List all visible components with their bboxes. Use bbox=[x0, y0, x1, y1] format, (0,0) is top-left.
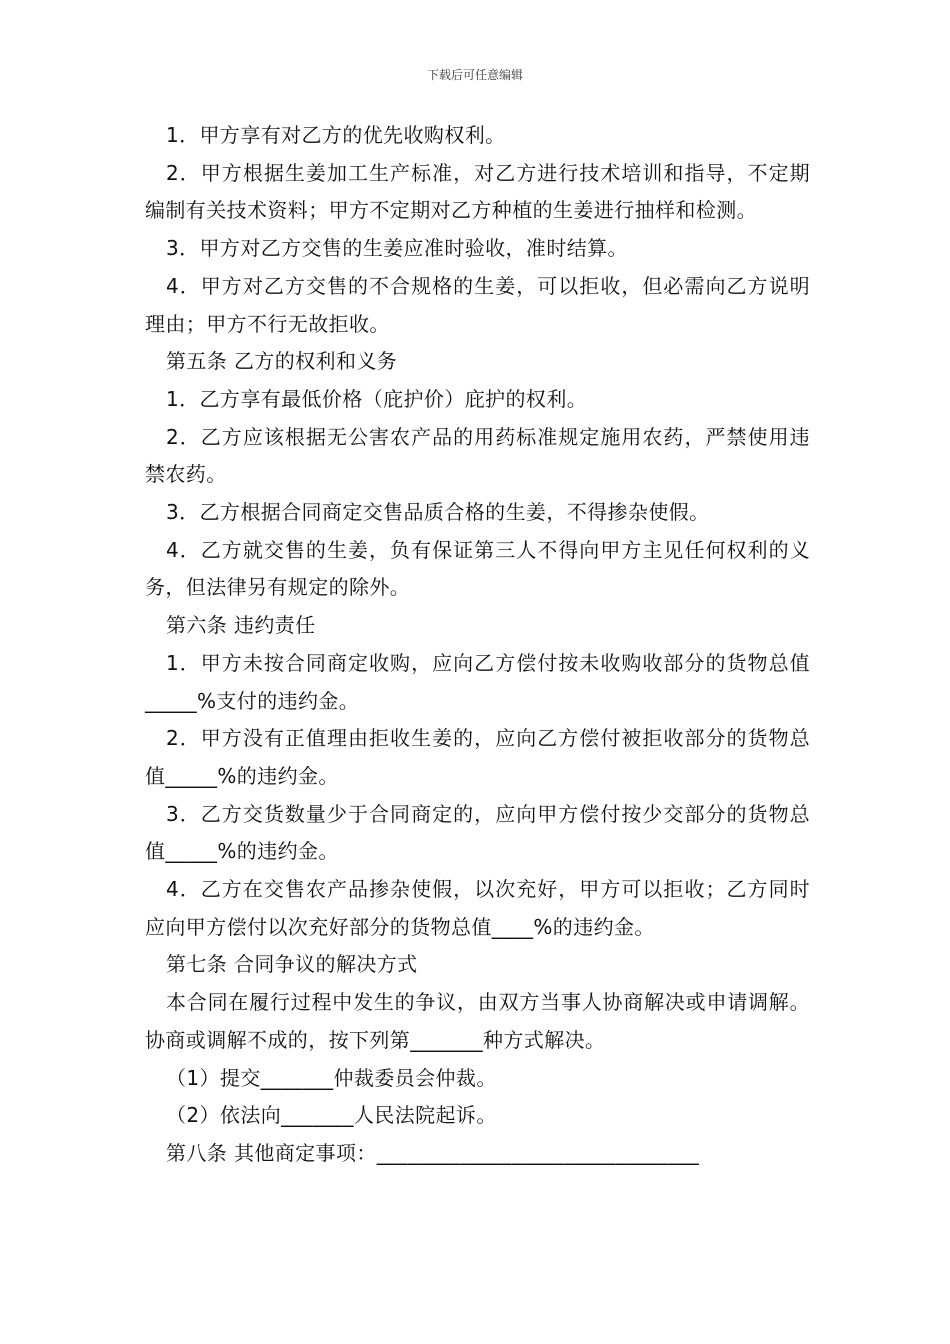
page-header: 下载后可任意编辑 bbox=[426, 68, 523, 82]
clause-paragraph: 1．乙方享有最低价格（庇护价）庇护的权利。 bbox=[166, 386, 588, 411]
article-heading: 第五条 乙方的权利和义务 bbox=[166, 349, 398, 374]
article-heading: 第六条 违约责任 bbox=[166, 613, 316, 638]
option-item: （1）提交_______仲裁委员会仲裁。 bbox=[166, 1065, 497, 1090]
clause-paragraph: 4．乙方就交售的生姜，负有保证第三人不得向甲方主见任何权利的义务，但法律另有规定的除外。 bbox=[145, 537, 810, 600]
clause-paragraph: 1．甲方未按合同商定收购，应向乙方偿付按未收购收部分的货物总值_____%支付的违约金。 bbox=[145, 650, 810, 713]
clause-paragraph: 1．甲方享有对乙方的优先收购权利。 bbox=[166, 123, 506, 147]
clause-paragraph: 4．甲方对乙方交售的不合规格的生姜，可以拒收，但必需向乙方说明理由；甲方不行无故拒收。 bbox=[145, 273, 810, 336]
article-heading: 第七条 合同争议的解决方式 bbox=[166, 952, 418, 977]
clause-paragraph: 2．乙方应该根据无公害农产品的用药标准规定施用农药，严禁使用违禁农药。 bbox=[145, 424, 810, 487]
clause-paragraph: 2．甲方没有正值理由拒收生姜的，应向乙方偿付被拒收部分的货物总值_____%的违约金。 bbox=[145, 726, 810, 788]
article-heading: 第八条 其他商定事项：_______________________________ bbox=[166, 1140, 700, 1165]
document-body bbox=[145, 117, 810, 1173]
clause-paragraph: 2．甲方根据生姜加工生产标准，对乙方进行技术培训和指导，不定期编制有关技术资料；甲方不定期对乙方种植的生姜进行抽样和检测。 bbox=[145, 160, 810, 223]
clause-paragraph: 3．乙方交货数量少于合同商定的，应向甲方偿付按少交部分的货物总值_____%的违约金。 bbox=[145, 801, 810, 864]
clause-paragraph: 4．乙方在交售农产品掺杂使假，以次充好，甲方可以拒收；乙方同时应向甲方偿付以次充好部分的货物总值____%的违约金。 bbox=[145, 877, 810, 939]
clause-paragraph: 3．甲方对乙方交售的生姜应准时验收，准时结算。 bbox=[166, 236, 628, 261]
clause-paragraph: 本合同在履行过程中发生的争议，由双方当事人协商解决或申请调解。协商或调解不成的，按下列第_______种方式解决。 bbox=[145, 990, 810, 1052]
clause-paragraph: 3．乙方根据合同商定交售品质合格的生姜，不得掺杂使假。 bbox=[166, 500, 710, 525]
option-item: （2）依法向_______人民法院起诉。 bbox=[166, 1103, 497, 1128]
